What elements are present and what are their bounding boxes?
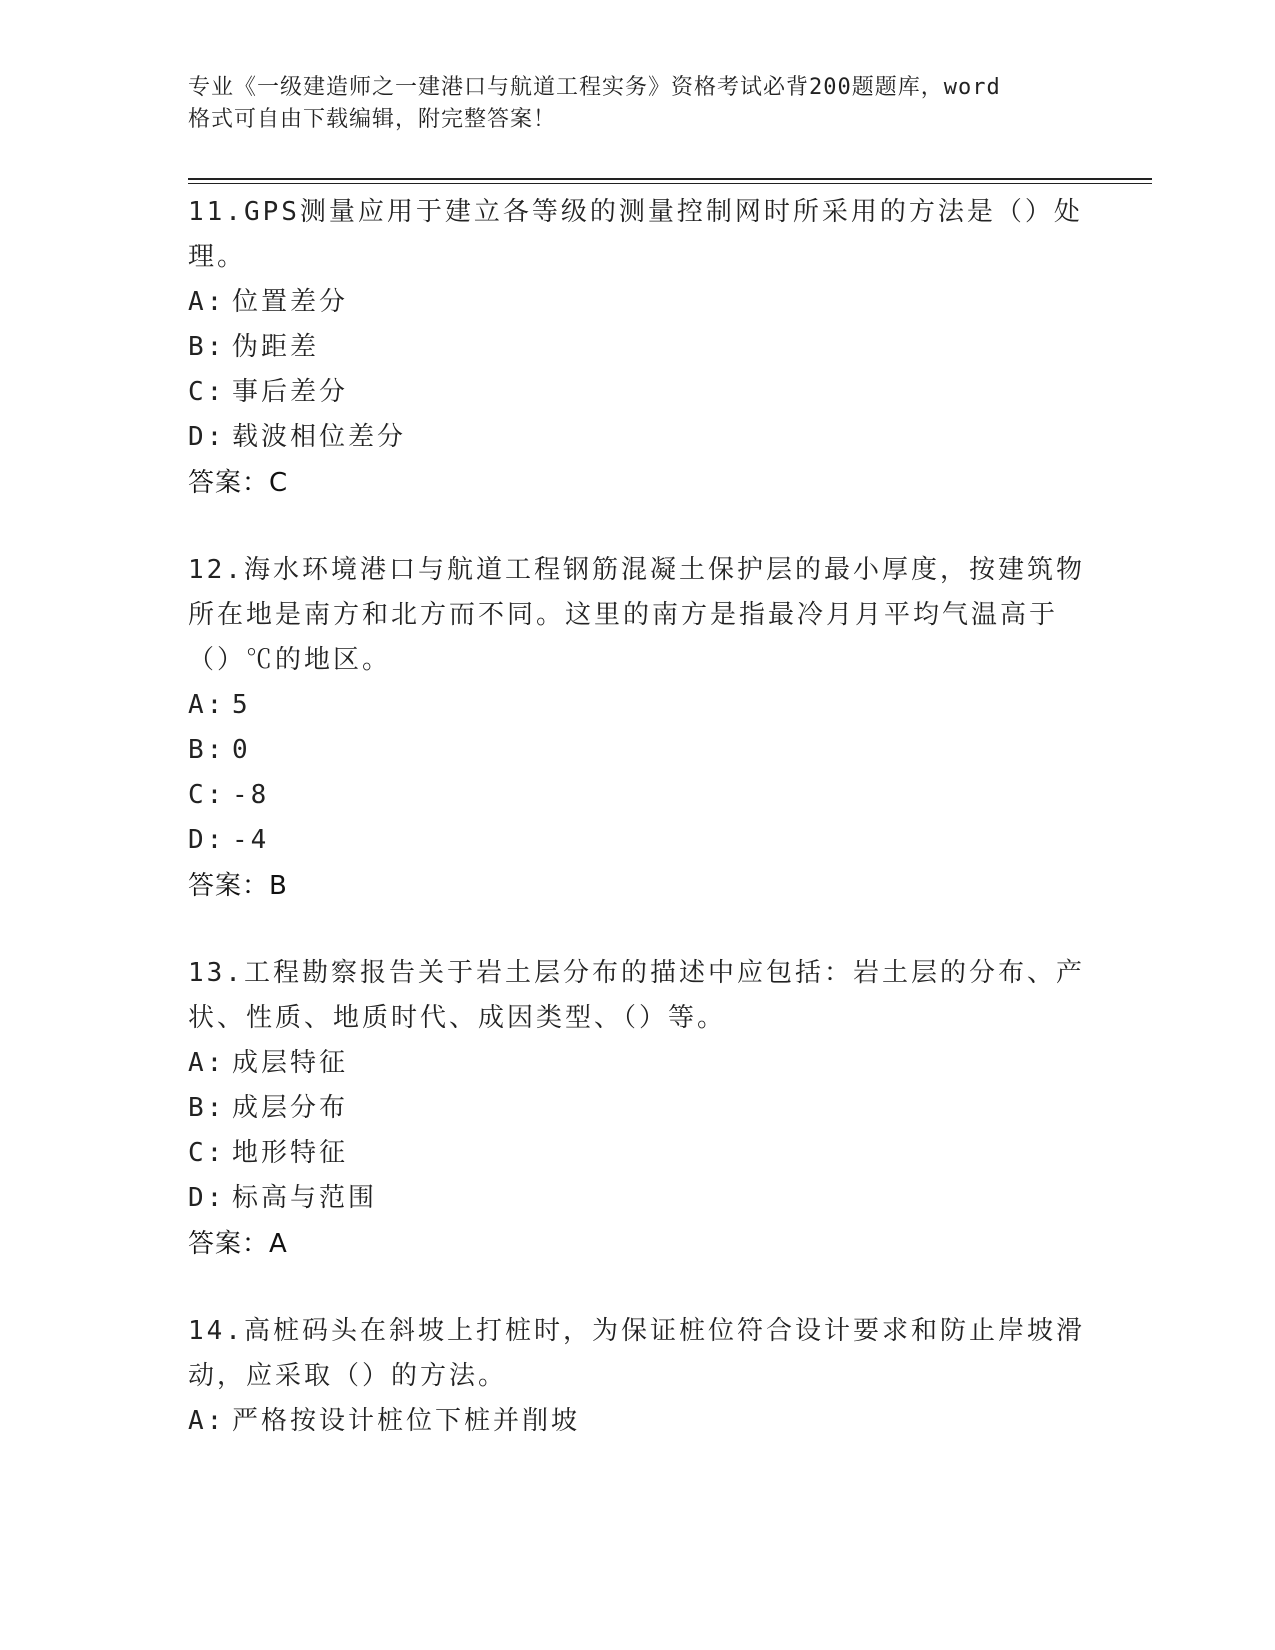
option-d xyxy=(188,818,1088,863)
option-text: 严格按设计桩位下桩并削坡 xyxy=(232,1406,581,1436)
option-text: 成层特征 xyxy=(232,1048,349,1078)
answer: 答案：A xyxy=(188,1229,288,1259)
option-b xyxy=(188,1086,1088,1131)
option-text: 标高与范围 xyxy=(232,1183,378,1213)
option-text: 位置差分 xyxy=(232,287,349,317)
option-text: 载波相位差分 xyxy=(232,422,407,452)
option-b xyxy=(188,728,1088,773)
option-text: 地形特征 xyxy=(232,1138,349,1168)
option-a xyxy=(188,1041,1088,1086)
option-label: B: xyxy=(188,735,226,765)
option-label: D: xyxy=(188,825,226,855)
option-b xyxy=(188,325,1088,370)
option-label: A: xyxy=(188,690,226,720)
question-14 xyxy=(188,1309,1088,1444)
header-rule-thick xyxy=(188,178,1152,180)
header-line-1: 专业《一级建造师之一建港口与航道工程实务》资格考试必背200题题库，word xyxy=(188,75,1001,100)
header-line-2: 格式可自由下载编辑，附完整答案！ xyxy=(188,107,557,132)
option-label: C: xyxy=(188,377,226,407)
option-label: B: xyxy=(188,1093,226,1123)
question-11 xyxy=(188,190,1088,506)
option-label: A: xyxy=(188,287,226,317)
answer: 答案：C xyxy=(188,468,289,498)
option-text: -4 xyxy=(232,825,270,855)
option-label: A: xyxy=(188,1048,226,1078)
question-stem: 13.工程勘察报告关于岩土层分布的描述中应包括：岩土层的分布、产状、性质、地质时代、成因类型、（）等。 xyxy=(188,958,1085,1033)
option-label: D: xyxy=(188,422,226,452)
header-rule-thin xyxy=(188,183,1152,184)
option-text: -8 xyxy=(232,780,270,810)
answer: 答案：B xyxy=(188,871,288,901)
option-d xyxy=(188,1176,1088,1221)
option-a xyxy=(188,1399,1088,1444)
option-c xyxy=(188,773,1088,818)
document-header xyxy=(188,72,1068,136)
option-text: 0 xyxy=(232,735,251,765)
question-stem: 14.高桩码头在斜坡上打桩时，为保证桩位符合设计要求和防止岸坡滑动，应采取（）的方法。 xyxy=(188,1316,1085,1391)
option-text: 5 xyxy=(232,690,251,720)
option-text: 伪距差 xyxy=(232,332,320,362)
option-label: B: xyxy=(188,332,226,362)
option-a xyxy=(188,280,1088,325)
question-12 xyxy=(188,548,1088,909)
option-text: 事后差分 xyxy=(232,377,349,407)
option-d xyxy=(188,415,1088,460)
option-text: 成层分布 xyxy=(232,1093,349,1123)
question-stem: 12.海水环境港口与航道工程钢筋混凝土保护层的最小厚度，按建筑物所在地是南方和北方而不同。这里的南方是指最冷月月平均气温高于（）℃的地区。 xyxy=(188,555,1085,675)
option-c xyxy=(188,1131,1088,1176)
option-label: A: xyxy=(188,1406,226,1436)
question-13 xyxy=(188,951,1088,1267)
question-list xyxy=(188,190,1088,1486)
question-stem: 11.GPS测量应用于建立各等级的测量控制网时所采用的方法是（）处理。 xyxy=(188,197,1083,272)
option-label: C: xyxy=(188,780,226,810)
option-label: D: xyxy=(188,1183,226,1213)
option-a xyxy=(188,683,1088,728)
option-label: C: xyxy=(188,1138,226,1168)
option-c xyxy=(188,370,1088,415)
